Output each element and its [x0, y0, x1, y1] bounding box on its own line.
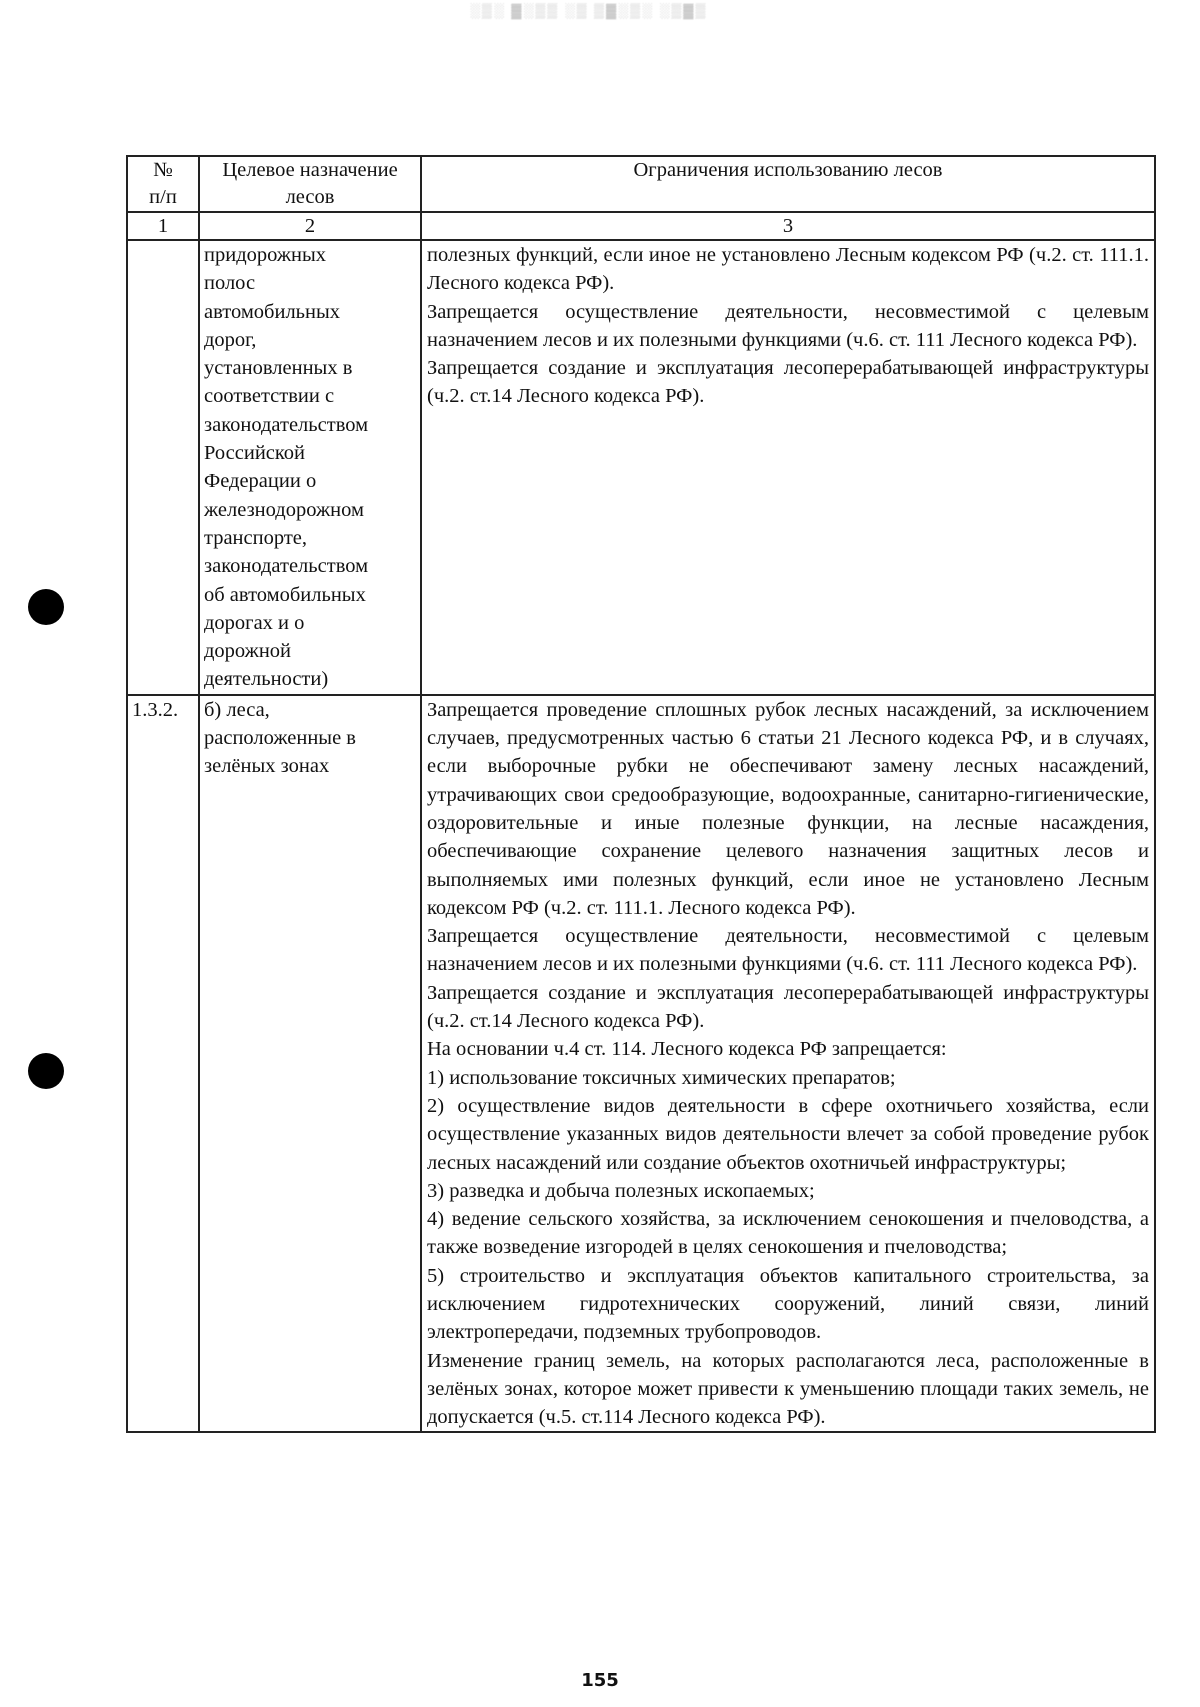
- purpose-line: законодательством: [204, 413, 369, 436]
- purpose-line: дорожной: [204, 640, 292, 663]
- row-purpose: [199, 695, 421, 1433]
- purpose-line: законодательством: [204, 555, 369, 578]
- table-row: [127, 240, 1155, 695]
- purpose-line: установленных в: [204, 357, 353, 380]
- restriction-list-item: 3) разведка и добыча полезных ископаемых;: [427, 1179, 815, 1202]
- restrictions-table: [126, 155, 1156, 1433]
- header-restrictions: [421, 156, 1155, 212]
- purpose-line: дорог,: [204, 328, 257, 351]
- column-number: 1: [127, 212, 199, 240]
- header-number: [127, 156, 199, 212]
- restriction-paragraph: На основании ч.4 ст. 114. Лесного кодекса РФ запрещается:: [427, 1038, 947, 1061]
- purpose-line: автомобильных: [204, 300, 341, 323]
- column-number: 2: [199, 212, 421, 240]
- row-purpose: [199, 240, 421, 695]
- column-number-row: [127, 212, 1155, 240]
- purpose-line: расположенные в: [204, 727, 356, 750]
- restriction-paragraph: Запрещается проведение сплошных рубок лесных насаждений, за исключением случаев, предусмотренных частью 6 статьи 21 Лесного кодекса РФ, и в случаях, если выборочные рубки не обеспечивают замену лесных насаждений, утрачивающих свои средообразующие, водоохранные, санитарно-гигиенические, оздоровительные и иные полезные функции, на лесные насаждения, обеспечивающие сохранение целевого назначения защитных лесов и выполняемых ими полезных функций, если иное не установлено Лесным кодексом РФ (ч.2. ст. 111.1. Лесного кодекса РФ).: [427, 698, 1149, 919]
- table-row: [127, 695, 1155, 1433]
- header-number-line2: п/п: [149, 186, 177, 208]
- restriction-list-item: 2) осуществление видов деятельности в сфере охотничьего хозяйства, если осуществление указанных видов деятельности влечет за собой проведение рубок лесных насаждений или создание объектов охотничьей инфраструктуры;: [427, 1094, 1149, 1174]
- header-restrictions-label: Ограничения использованию лесов: [633, 159, 943, 181]
- restriction-list-item: 5) строительство и эксплуатация объектов капитального строительства, за исключением гидротехнических сооружений, линий связи, линий электропередачи, подземных трубопроводов.: [427, 1264, 1149, 1344]
- purpose-line: об автомобильных: [204, 583, 366, 606]
- row-restrictions: [421, 240, 1155, 695]
- purpose-line: транспорте,: [204, 526, 308, 549]
- purpose-line: Российской: [204, 442, 306, 465]
- restriction-paragraph: Запрещается создание и эксплуатация лесоперерабатывающей инфраструктуры (ч.2. ст.14 Лесного кодекса РФ).: [427, 357, 1149, 408]
- header-number-line1: №: [153, 159, 173, 181]
- purpose-line: соответствии с: [204, 385, 335, 408]
- row-number: [127, 240, 199, 695]
- purpose-line: придорожных: [204, 244, 327, 266]
- header-purpose-line2: лесов: [285, 186, 335, 208]
- restriction-paragraph: Запрещается осуществление деятельности, несовместимой с целевым назначением лесов и их полезными функциями (ч.6. ст. 111 Лесного кодекса РФ).: [427, 300, 1149, 351]
- header-purpose: [199, 156, 421, 212]
- restriction-paragraph: полезных функций, если иное не установлено Лесным кодексом РФ (ч.2. ст. 111.1. Лесного кодекса РФ).: [427, 244, 1149, 295]
- purpose-line: дорогах и о: [204, 611, 305, 634]
- purpose-line: зелёных зонах: [204, 755, 330, 778]
- purpose-line: б) леса,: [204, 698, 270, 721]
- scan-artifact: ░▒░ ▓░▒▒ ░▒ ▒▓░▒░ ░▒▓▒: [470, 4, 708, 19]
- row-number: 1.3.2.: [127, 695, 199, 1433]
- restriction-paragraph: Запрещается создание и эксплуатация лесоперерабатывающей инфраструктуры (ч.2. ст.14 Лесного кодекса РФ).: [427, 981, 1149, 1033]
- page-number: 155: [581, 1670, 619, 1691]
- document-page: [126, 155, 1156, 1433]
- restriction-list-item: 4) ведение сельского хозяйства, за исключением сенокошения и пчеловодства, а также возведение изгородей в целях сенокошения и пчеловодства;: [427, 1208, 1149, 1259]
- purpose-line: железнодорожном: [204, 498, 364, 521]
- restriction-paragraph: Запрещается осуществление деятельности, несовместимой с целевым назначением лесов и их полезными функциями (ч.6. ст. 111 Лесного кодекса РФ).: [427, 925, 1149, 976]
- restriction-paragraph: Изменение границ земель, на которых располагаются леса, расположенные в зелёных зонах, которое может привести к уменьшению площади таких земель, не допускается (ч.5. ст.114 Лесного кодекса РФ).: [427, 1349, 1149, 1429]
- restriction-list-item: 1) использование токсичных химических препаратов;: [427, 1066, 896, 1089]
- purpose-line: полос: [204, 272, 256, 295]
- purpose-line: Федерации о: [204, 470, 317, 493]
- punch-hole-mark: [28, 1053, 64, 1089]
- header-purpose-line1: Целевое назначение: [222, 159, 398, 181]
- column-number: 3: [421, 212, 1155, 240]
- table-header-row: [127, 156, 1155, 212]
- punch-hole-mark: [28, 589, 64, 625]
- row-restrictions: [421, 695, 1155, 1433]
- purpose-line: деятельности): [204, 668, 329, 691]
